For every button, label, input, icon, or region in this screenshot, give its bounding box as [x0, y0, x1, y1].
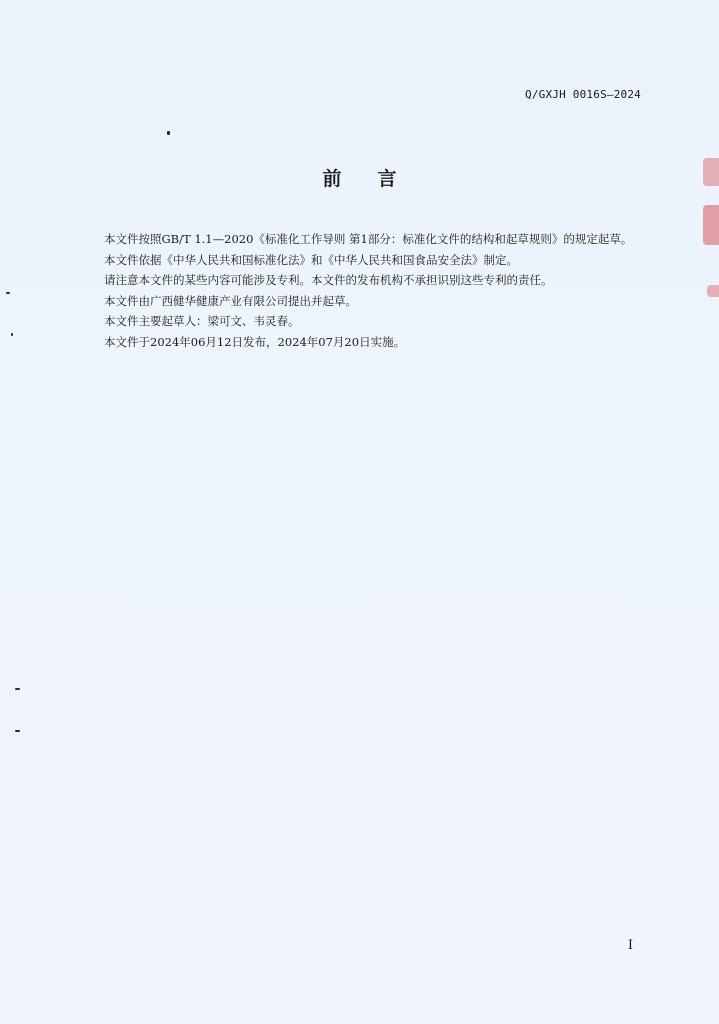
- page-number: I: [627, 938, 633, 953]
- scan-speck: [167, 131, 170, 135]
- paragraph-patent-notice: 请注意本文件的某些内容可能涉及专利。本文件的发布机构不承担识别这些专利的责任。: [104, 273, 553, 287]
- paragraph-legal-basis: 本文件依据《中华人民共和国标准化法》和《中华人民共和国食品安全法》制定。: [104, 252, 518, 267]
- scan-speck: [15, 730, 20, 732]
- scan-speck: [11, 333, 13, 336]
- paragraph-drafting-rules: 本文件按照GB/T 1.1—2020《标准化工作导则 第1部分：标准化文件的结构和起草规则》的规定起草。: [104, 232, 633, 246]
- document-code: Q/GXJH 0016S—2024: [525, 88, 641, 101]
- scan-speck: [6, 292, 10, 294]
- seal-stamp-edge: [707, 285, 719, 297]
- foreword-body: [81, 229, 643, 352]
- scan-speck: [15, 688, 20, 690]
- paragraph-dates: 本文件于2024年06月12日发布，2024年07月20日实施。: [104, 334, 406, 349]
- paragraph-drafters: 本文件主要起草人：梁可文、韦灵春。: [104, 314, 300, 328]
- page-title: 前言: [322, 168, 433, 190]
- seal-stamp-edge: [703, 158, 719, 186]
- paragraph-proposer: 本文件由广西健华健康产业有限公司提出并起草。: [104, 293, 357, 308]
- seal-stamp-edge: [703, 205, 719, 245]
